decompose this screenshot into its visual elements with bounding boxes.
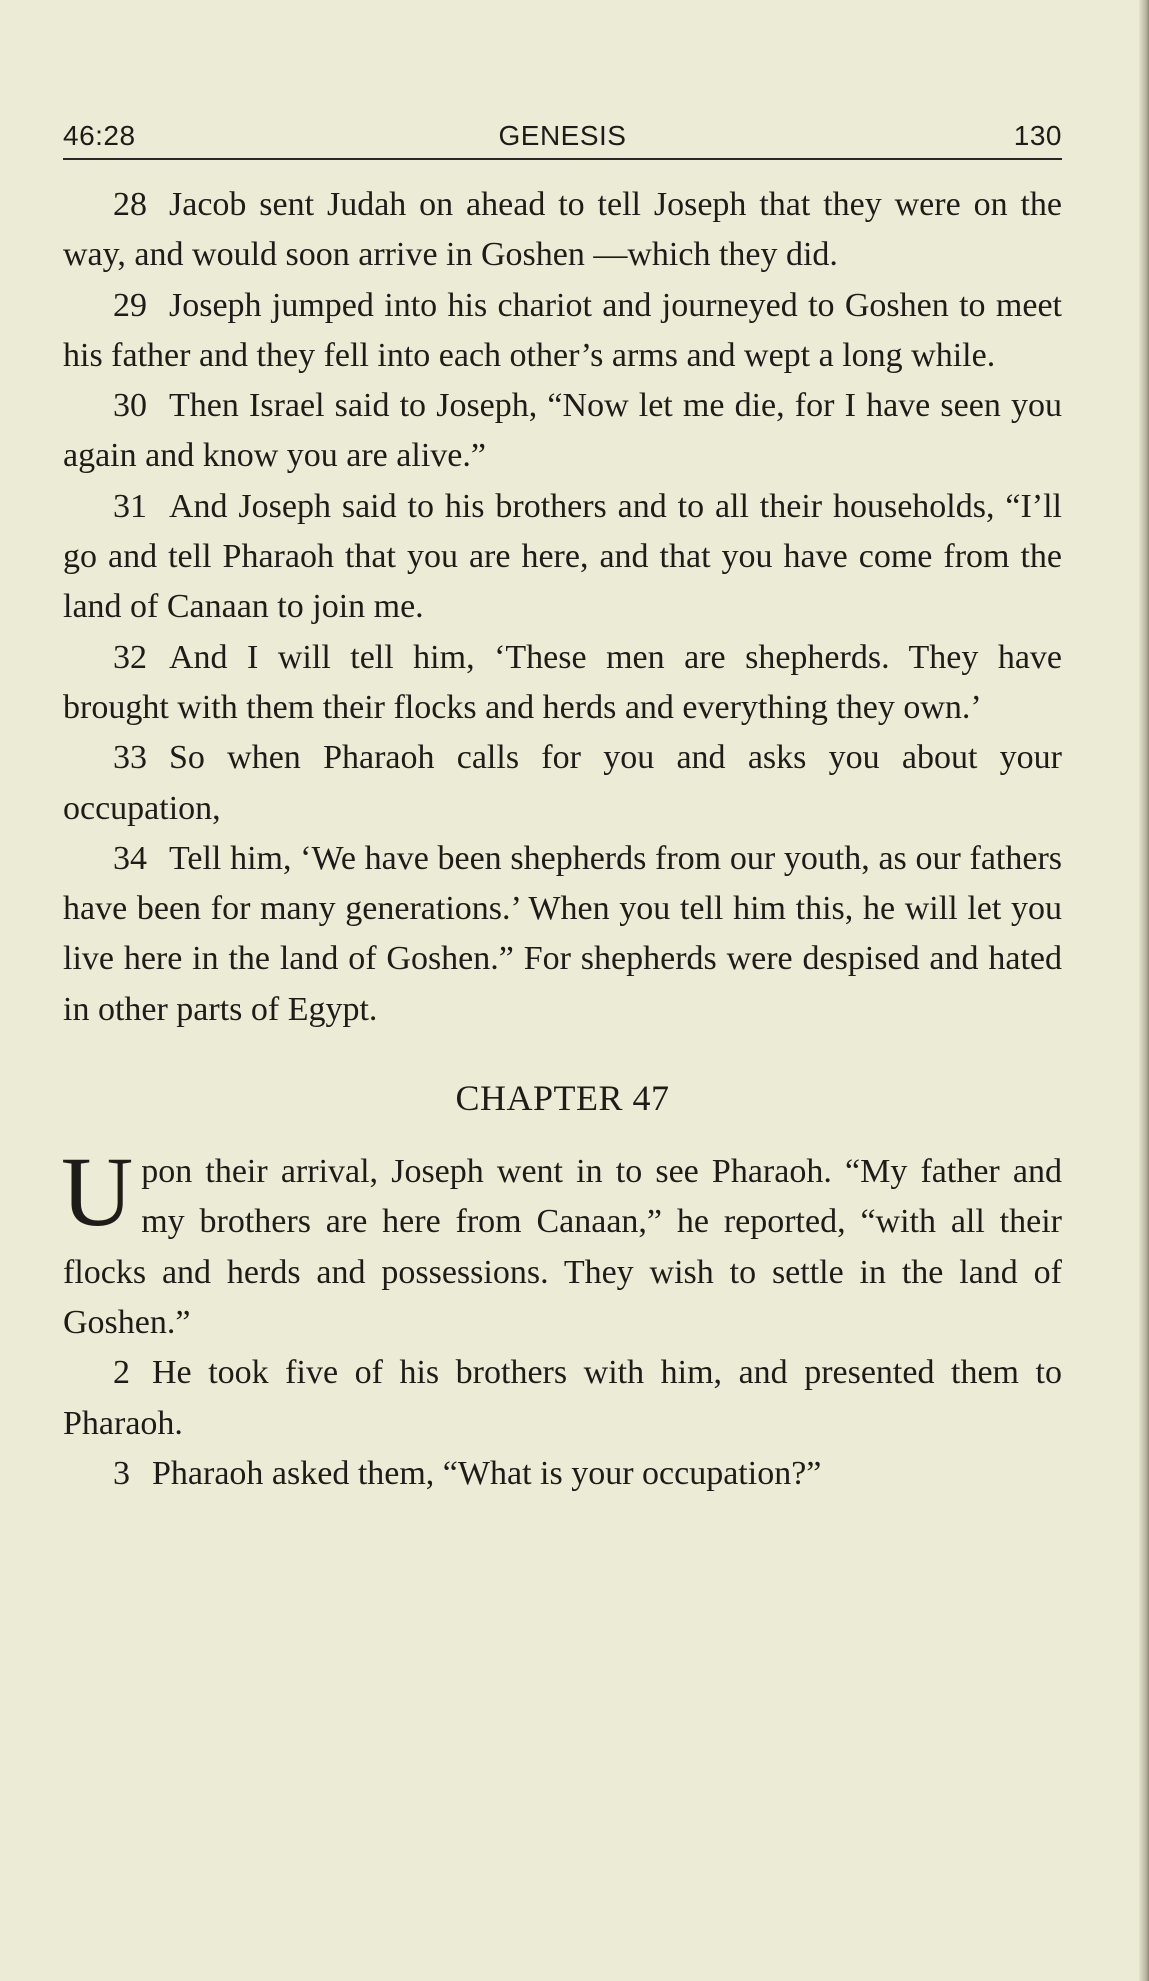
verse — [63, 381, 1062, 482]
verse-number: 2 — [113, 1354, 130, 1392]
verse-text: And I will tell him, ‘These men are shepherds. They have brought with them their flocks and herds and everything they own.’ — [63, 638, 1062, 726]
verse — [63, 281, 1062, 382]
verse — [63, 180, 1062, 281]
verse-number: 31 — [113, 487, 147, 525]
verse-text: Then Israel said to Joseph, “Now let me die, for I have seen you again and know you are alive.” — [63, 387, 1062, 475]
verse-number: 33 — [113, 739, 147, 777]
header-reference: 46:28 — [63, 120, 136, 151]
verse — [63, 733, 1062, 834]
verse-number: 28 — [113, 186, 147, 223]
verse-number: 34 — [113, 839, 147, 877]
verse-text: Jacob sent Judah on ahead to tell Joseph that they were on the way, and would soon arrive in Goshen —which they did. — [63, 186, 1062, 274]
chapter-heading: CHAPTER 47 — [455, 1078, 670, 1119]
header-page-number: 130 — [1013, 120, 1062, 151]
verse-text: Pharaoh asked them, “What is your occupation?” — [152, 1454, 822, 1492]
verse-number: 32 — [113, 638, 147, 676]
verse-text: Tell him, ‘We have been shepherds from our youth, as our fathers have been for many generations.’ When you tell him this, he will let you live here in the land of Goshen.” For shepherds were despised and hated in other parts of Egypt. — [63, 839, 1062, 1028]
verse-text: And Joseph said to his brothers and to all their households, “I’ll go and tell Pharaoh that you are here, and that you have come from the land of Canaan to join me. — [63, 487, 1062, 626]
header-rule — [63, 158, 1062, 160]
body-text — [63, 180, 1062, 1499]
drop-cap: U — [61, 1136, 134, 1248]
verse-number: 30 — [113, 387, 147, 425]
page-edge — [1139, 0, 1149, 1981]
verse-number: 29 — [113, 286, 147, 324]
verse — [63, 1348, 1062, 1449]
verse-text: Joseph jumped into his chariot and journeyed to Goshen to meet his father and they fell into each other’s arms and wept a long while. — [63, 286, 1062, 374]
verse — [63, 633, 1062, 734]
running-header — [63, 116, 1062, 162]
verse — [63, 482, 1062, 633]
chapter-opening-paragraph — [61, 1136, 1062, 1348]
verse-text: He took five of his brothers with him, and presented them to Pharaoh. — [63, 1354, 1062, 1442]
opening-text: pon their arrival, Joseph went in to see Pharaoh. “My father and my brothers are here from Canaan,” he reported, “with all their flocks and herds and possessions. They wish to settle in the land of Goshen.” — [63, 1153, 1062, 1341]
header-book-title: GENESIS — [498, 120, 627, 151]
verse — [63, 834, 1062, 1035]
verse-number: 3 — [113, 1454, 130, 1492]
verse-text: So when Pharaoh calls for you and asks you about your occupation, — [63, 739, 1062, 827]
verse — [63, 1449, 1062, 1499]
